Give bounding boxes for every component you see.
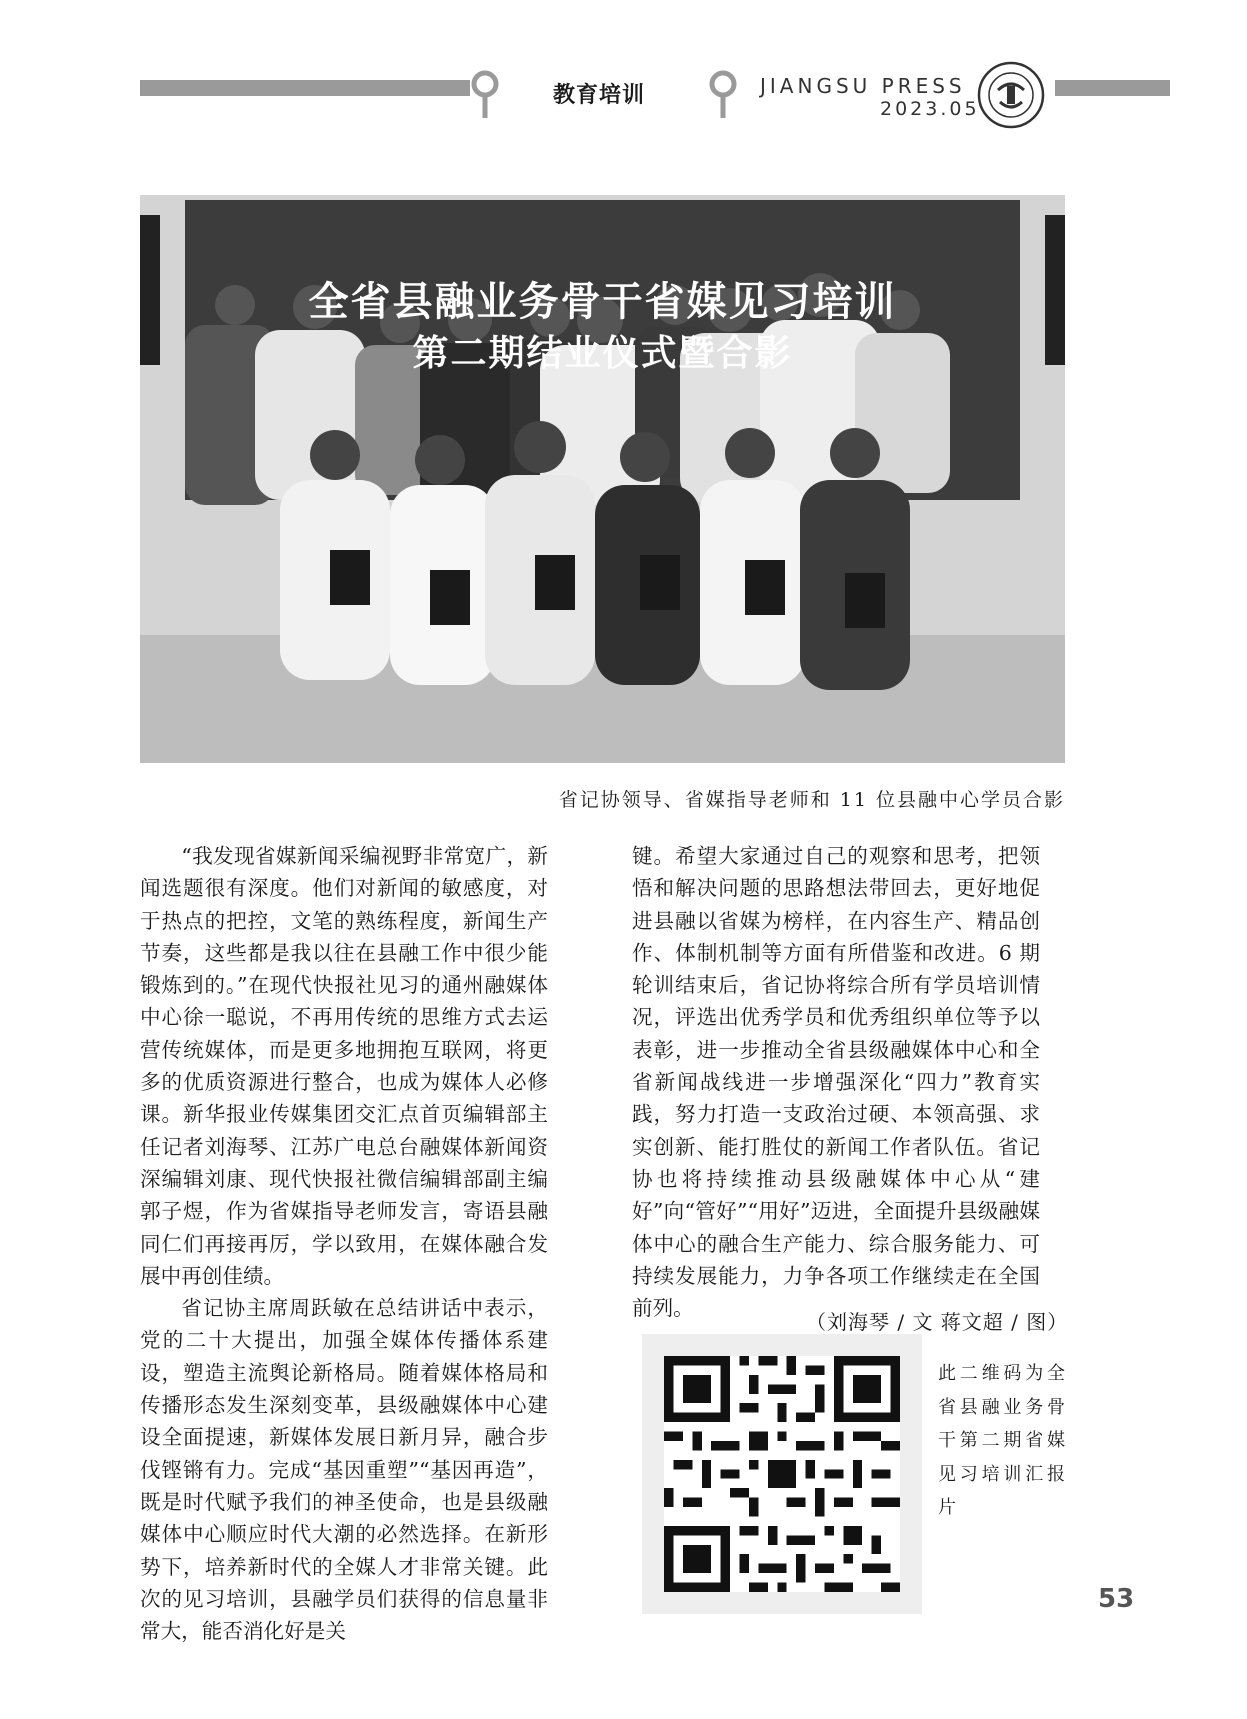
paragraph: “我发现省媒新闻采编视野非常宽广，新闻选题很有深度。他们对新闻的敏感度，对于热点的把控，文笔的熟练程度，新闻生产节奏，这些都是我以往在县融工作中很少能锻炼到的。”在现代快报社见习的通州融媒体中心徐一聪说，不再用传统的思维方式去运营传统媒体，而是更多地拥抱互联网，将更多的优质资源进行整合，也成为媒体人必修课。新华报业传媒集团交汇点首页编辑部主任记者刘海琴、江苏广电总台融媒体新闻资深编辑刘康、现代快报社微信编辑部副主编郭子煜，作为省媒指导老师发言，寄语县融同仁们再接再厉，学以致用，在媒体融合发展中再创佳绩。 [140, 844, 548, 1288]
association-seal-icon [976, 60, 1046, 130]
article-column-left [140, 840, 548, 1647]
qr-code-panel [642, 1334, 922, 1614]
banner-subtitle: 第二期结业仪式暨合影 [412, 333, 793, 374]
page-number: 53 [1098, 1584, 1135, 1614]
pin-icon [708, 70, 738, 120]
photo-caption: 省记协领导、省媒指导老师和 11 位县融中心学员合影 [558, 789, 1065, 811]
banner-title: 全省县融业务骨干省媒见习培训 [308, 279, 897, 325]
byline-credit: （刘海琴 / 文 蒋文超 / 图） [806, 1310, 1069, 1334]
section-title: 教育培训 [553, 83, 646, 108]
qr-code-icon[interactable] [664, 1356, 900, 1592]
issue-date: 2023.05 [880, 98, 980, 120]
paragraph: 省记协主席周跃敏在总结讲话中表示，党的二十大提出，加强全媒体传播体系建设，塑造主流舆论新格局。随着媒体格局和传播形态发生深刻变革，县级融媒体中心建设全面提速，新媒体发展日新月异，融合步伐铿锵有力。完成“基因重塑”“基因再造”，既是时代赋予我们的神圣使命，也是县级融媒体中心顺应时代大潮的必然选择。在新形势下，培养新时代的全媒人才非常关键。此次的见习培训，县融学员们获得的信息量非常大，能否消化好是关 [140, 1296, 548, 1644]
header-rule-right [1055, 80, 1170, 96]
pin-icon [470, 70, 500, 120]
publication-name: JIANGSU PRESS [760, 74, 966, 98]
paragraph: 键。希望大家通过自己的观察和思考，把领悟和解决问题的思路想法带回去，更好地促进县融以省媒为榜样，在内容生产、精品创作、体制机制等方面有所借鉴和改进。6 期轮训结束后，省记协将综合所有学员培训情况，评选出优秀学员和优秀组织单位等予以表彰，进一步推动全省县级融媒体中心和全省新闻战线进一步增强深化“四力”教育实践，努力打造一支政治过硬、本领高强、求实创新、能打胜仗的新闻工作者队伍。省记协也将持续推动县级融媒体中心从“建好”向“管好”“用好”迈进，全面提升县级融媒体中心的融合生产能力、综合服务能力、可持续发展能力，力争各项工作继续走在全国前列。 [632, 844, 1040, 1321]
header-rule-left [140, 80, 470, 96]
article-column-right [632, 840, 1040, 1324]
qr-code-note: 此二维码为全省县融业务骨干第二期省媒见习培训汇报片 [938, 1363, 1068, 1518]
group-photo [140, 195, 1065, 763]
